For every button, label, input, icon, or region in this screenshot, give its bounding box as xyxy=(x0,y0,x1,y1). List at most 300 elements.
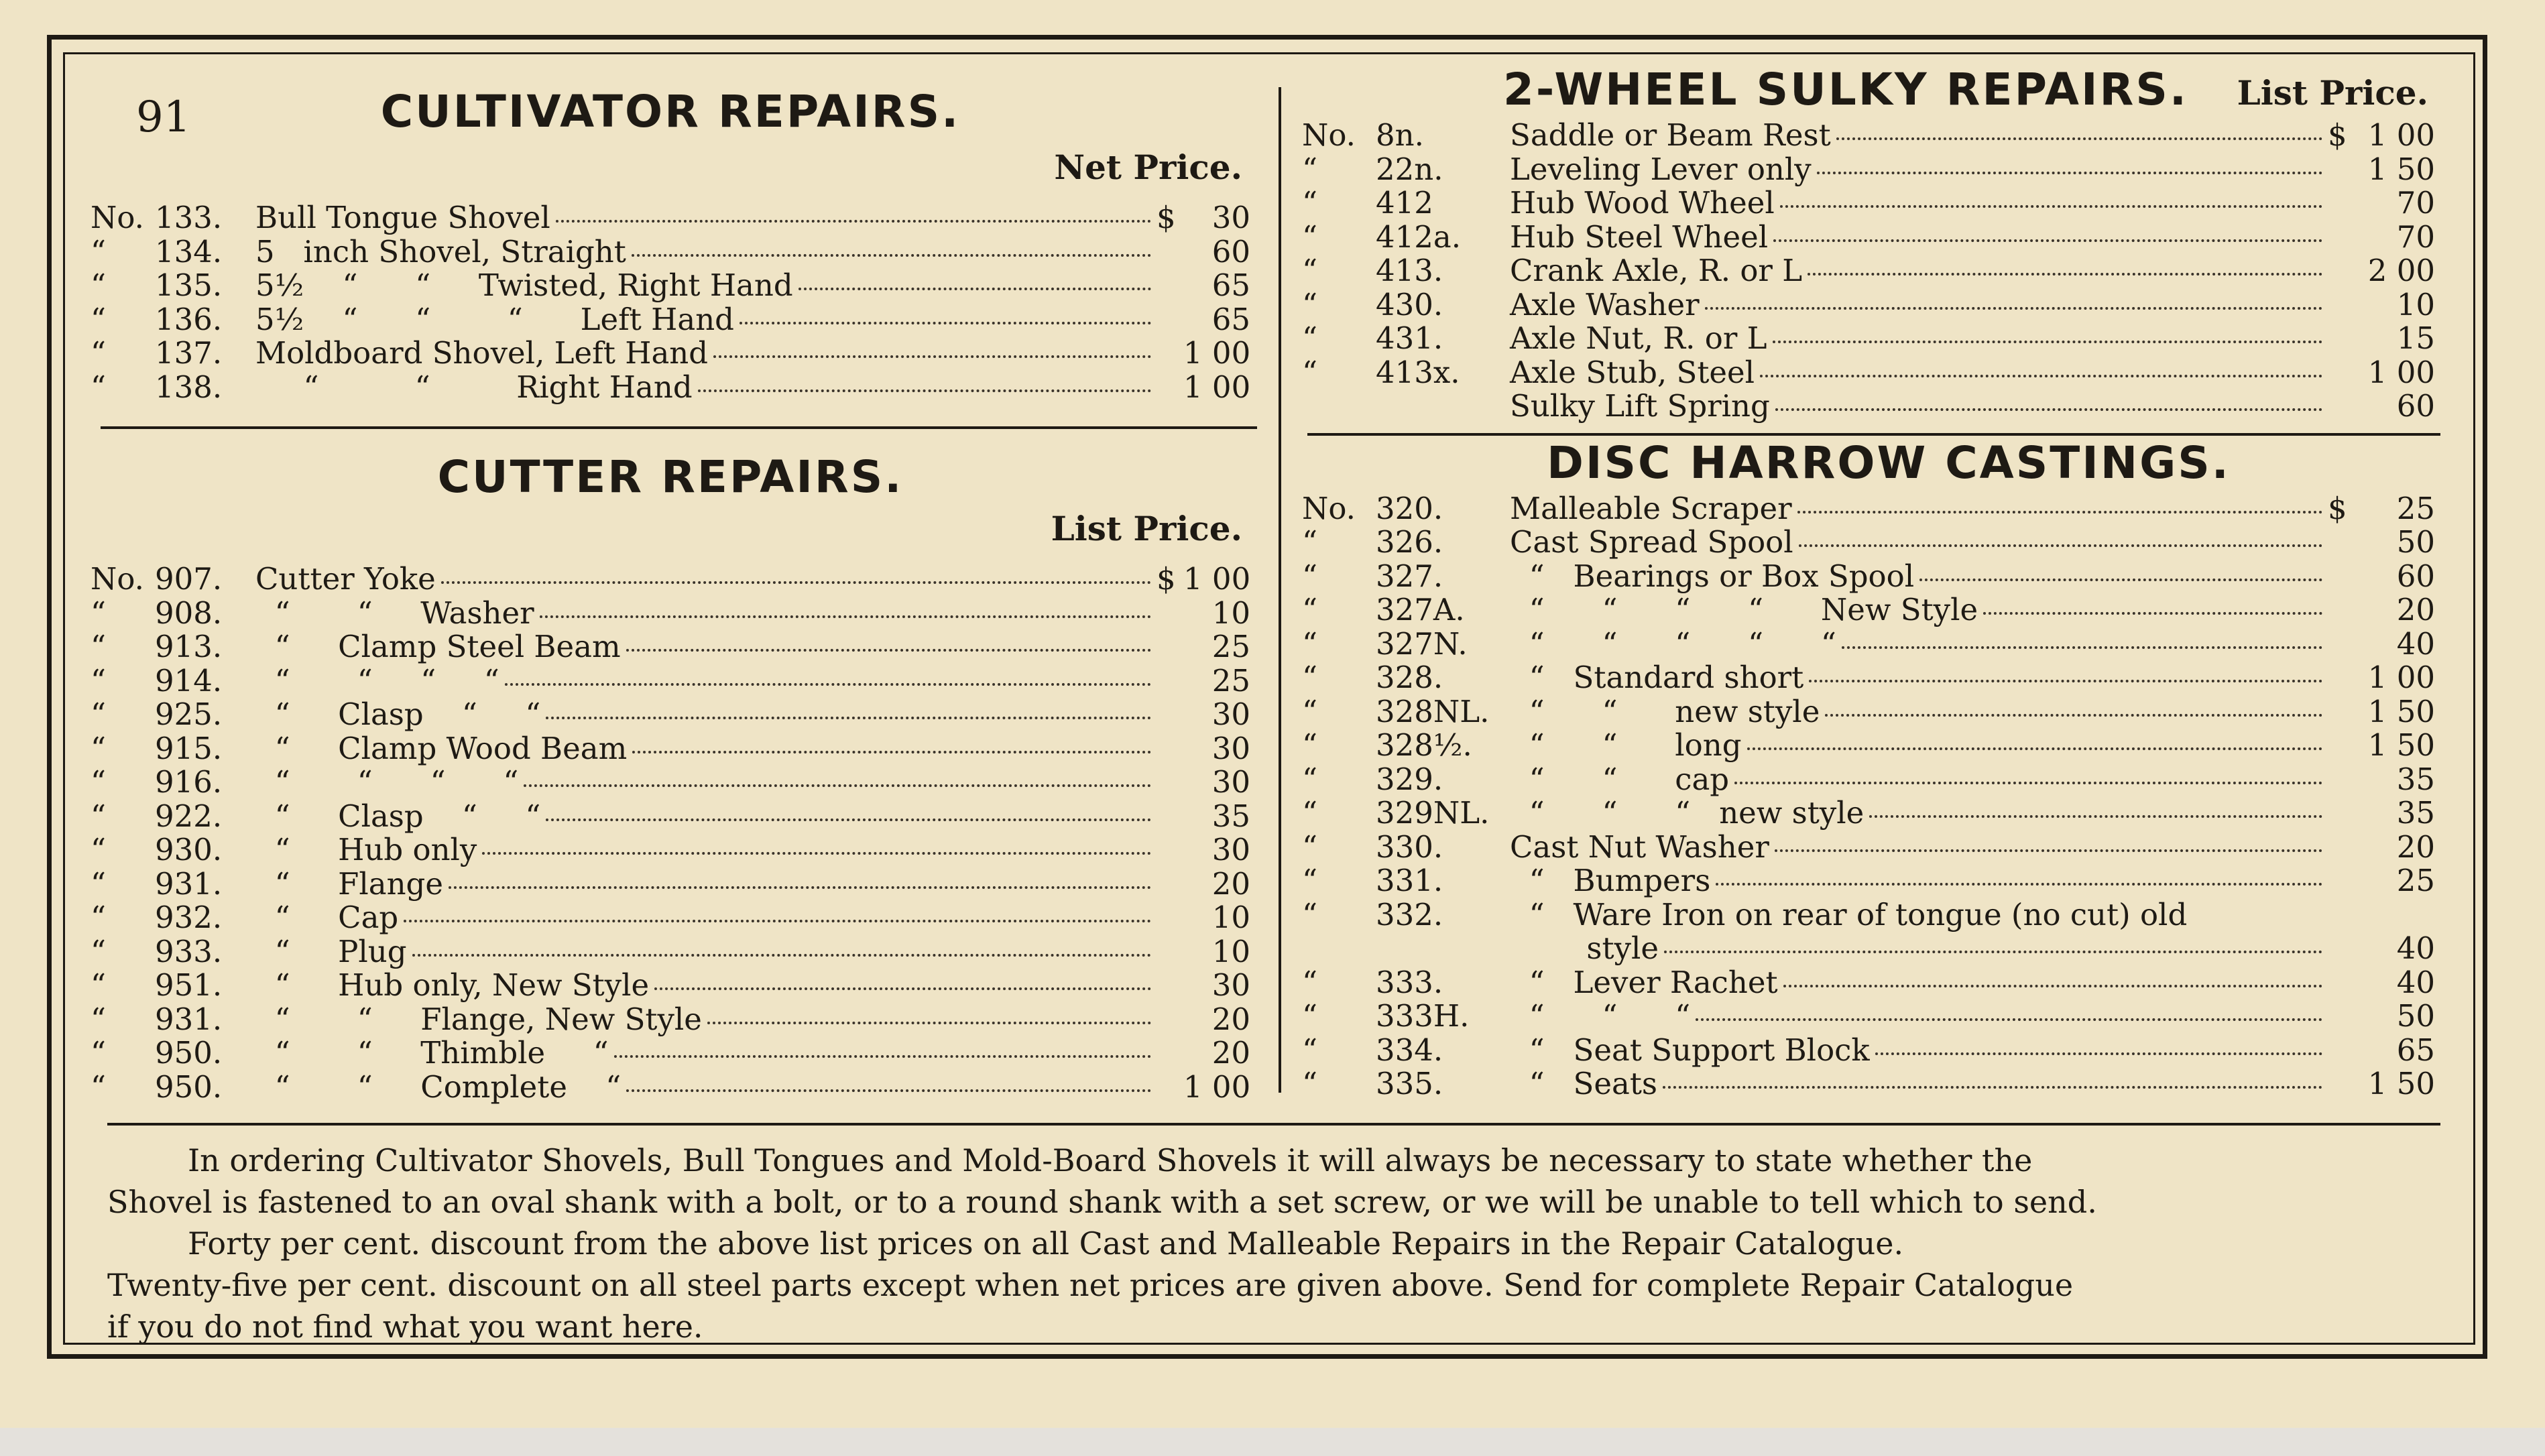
sulky-item-price: 1 00 xyxy=(2367,354,2435,390)
disc-currency: $ xyxy=(2328,490,2347,526)
sulky-item-number: 413. xyxy=(1376,253,1443,288)
sulky-item-prefix: “ xyxy=(1302,185,1318,221)
disc-item-number: 327A. xyxy=(1376,592,1465,627)
cutter-item-description: “ Clamp Wood Beam xyxy=(255,730,628,766)
cutter-price-label: List Price. xyxy=(1051,509,1242,548)
cutter-row xyxy=(91,934,1250,968)
cultivator-item-number: 136. xyxy=(155,301,223,337)
sulky-leader-dots xyxy=(1773,341,2322,343)
cutter-item-number: 930. xyxy=(155,832,223,867)
cutter-row xyxy=(91,900,1250,934)
sulky-row xyxy=(1302,219,2435,253)
cultivator-item-prefix: “ xyxy=(91,369,107,405)
disc-item-description: Cast Spread Spool xyxy=(1510,524,1793,560)
sulky-item-price: 1 50 xyxy=(2367,151,2435,187)
cultivator-item-prefix: “ xyxy=(91,267,107,303)
cutter-item-prefix: “ xyxy=(91,933,107,969)
cutter-item-description: “ Cap xyxy=(255,900,399,935)
disc-leader-dots xyxy=(1825,714,2322,717)
cutter-item-description: “ Plug xyxy=(255,933,407,969)
cutter-item-price: 20 xyxy=(1211,865,1250,902)
cutter-item-price: 30 xyxy=(1211,730,1250,766)
disc-item-description: “ “ new style xyxy=(1510,693,1820,729)
cutter-item-description: “ Clasp “ “ xyxy=(255,798,541,834)
sulky-leader-dots xyxy=(1760,375,2322,377)
cultivator-item-description: “ “ Right Hand xyxy=(255,369,693,405)
cutter-item-prefix: “ xyxy=(91,900,107,935)
cultivator-row xyxy=(91,369,1250,404)
note-line-1: In ordering Cultivator Shovels, Bull Tongues and Mold-Board Shovels it will always be necessary to state whether the xyxy=(188,1142,2033,1178)
cultivator-row xyxy=(91,302,1250,336)
disc-item-number: 329NL. xyxy=(1376,795,1490,831)
page-edge xyxy=(0,1428,2545,1456)
cutter-row xyxy=(91,967,1250,1002)
disc-item-price: 25 xyxy=(2396,490,2435,526)
cutter-item-number: 950. xyxy=(155,1035,223,1071)
disc-item-prefix: “ xyxy=(1302,558,1318,594)
disc-item-prefix: “ xyxy=(1302,761,1318,797)
disc-item-prefix: “ xyxy=(1302,795,1318,831)
disc-row xyxy=(1302,897,2435,931)
disc-item-prefix: “ xyxy=(1302,1032,1318,1068)
cutter-item-price: 10 xyxy=(1211,595,1250,631)
cutter-item-price: 30 xyxy=(1211,832,1250,867)
cutter-row xyxy=(91,866,1250,900)
disc-leader-dots xyxy=(1797,511,2322,513)
sulky-item-description: Crank Axle, R. or L xyxy=(1510,253,1803,288)
cutter-title: CUTTER REPAIRS. xyxy=(437,451,904,503)
sulky-item-number: 413x. xyxy=(1376,354,1460,390)
disc-item-description: style xyxy=(1510,930,1659,966)
sulky-item-number: 430. xyxy=(1376,286,1443,322)
cutter-item-number: 931. xyxy=(155,865,223,902)
cutter-item-description: “ Flange xyxy=(255,865,443,902)
cultivator-item-description: Bull Tongue Shovel xyxy=(255,200,550,235)
cutter-item-prefix: No. xyxy=(91,561,144,597)
cultivator-item-description: Moldboard Shovel, Left Hand xyxy=(255,335,709,371)
cutter-item-description: “ Hub only, New Style xyxy=(255,967,650,1003)
disc-item-number: 320. xyxy=(1376,490,1443,526)
disc-item-price: 20 xyxy=(2396,829,2435,865)
sulky-item-price: 70 xyxy=(2396,185,2435,221)
disc-leader-dots xyxy=(1734,782,2322,784)
sulky-currency: $ xyxy=(2328,117,2347,153)
disc-item-number: 331. xyxy=(1376,863,1443,898)
disc-item-number: 329. xyxy=(1376,761,1443,797)
cutter-row xyxy=(91,663,1250,697)
disc-leader-dots xyxy=(1919,579,2322,581)
cutter-item-price: 20 xyxy=(1211,1035,1250,1071)
disc-item-number: 330. xyxy=(1376,829,1443,865)
disc-leader-dots xyxy=(1875,1052,2322,1055)
cutter-item-price: 1 00 xyxy=(1183,561,1251,597)
cutter-item-description: “ Clasp “ “ xyxy=(255,696,541,732)
disc-item-price: 40 xyxy=(2396,625,2435,662)
disc-item-description: Malleable Scraper xyxy=(1510,490,1792,526)
cultivator-leader-dots xyxy=(798,288,1151,290)
cutter-leader-dots xyxy=(505,683,1151,686)
sulky-item-price: 2 00 xyxy=(2367,253,2435,288)
cutter-row xyxy=(91,764,1250,798)
cutter-leader-dots xyxy=(449,886,1151,889)
disc-item-prefix: “ xyxy=(1302,829,1318,865)
cultivator-item-price: 1 00 xyxy=(1183,369,1251,405)
disc-item-prefix: “ xyxy=(1302,660,1318,695)
note-line-2: Shovel is fastened to an oval shank with a bolt, or to a round shank with a set screw, or we will be unable to tell which to send. xyxy=(107,1184,2097,1220)
cutter-item-prefix: “ xyxy=(91,1001,107,1037)
sulky-item-prefix: “ xyxy=(1302,354,1318,390)
disc-item-number: 334. xyxy=(1376,1032,1443,1068)
disc-row xyxy=(1302,863,2435,897)
cutter-item-description: “ “ Complete “ xyxy=(255,1069,622,1105)
cultivator-item-description: 5½ “ “ Twisted, Right Hand xyxy=(255,267,793,303)
notes-rule xyxy=(107,1123,2440,1126)
sulky-row xyxy=(1302,355,2435,389)
cutter-item-prefix: “ xyxy=(91,662,107,699)
cultivator-price-label: Net Price. xyxy=(1054,147,1242,187)
cutter-item-prefix: “ xyxy=(91,832,107,867)
disc-item-description: “ Seat Support Block xyxy=(1510,1032,1870,1068)
sulky-item-price: 15 xyxy=(2396,320,2435,356)
cutter-item-price: 25 xyxy=(1211,629,1250,664)
cutter-item-number: 925. xyxy=(155,696,223,732)
disc-item-number: 326. xyxy=(1376,524,1443,560)
cutter-item-number: 907. xyxy=(155,561,223,597)
disc-row xyxy=(1302,592,2435,626)
sulky-item-number: 412 xyxy=(1376,185,1433,221)
cutter-item-prefix: “ xyxy=(91,798,107,834)
cutter-row xyxy=(91,798,1250,833)
column-divider xyxy=(1279,87,1281,1093)
cultivator-item-price: 30 xyxy=(1211,200,1250,235)
disc-item-prefix: “ xyxy=(1302,592,1318,627)
cutter-item-prefix: “ xyxy=(91,967,107,1003)
disc-item-number: 328. xyxy=(1376,660,1443,695)
disc-title: DISC HARROW CASTINGS. xyxy=(1547,436,2231,489)
disc-item-number: 333. xyxy=(1376,964,1443,1000)
cutter-item-number: 951. xyxy=(155,967,223,1003)
disc-item-prefix: “ xyxy=(1302,896,1318,932)
cutter-row xyxy=(91,832,1250,866)
sulky-item-prefix: “ xyxy=(1302,219,1318,255)
disc-leader-dots xyxy=(1747,747,2322,750)
sulky-item-number: 22n. xyxy=(1376,151,1443,187)
cutter-item-description: “ “ Thimble “ xyxy=(255,1035,609,1071)
cultivator-item-number: 134. xyxy=(155,233,223,269)
right-column xyxy=(1302,64,2435,1100)
sulky-item-description: Axle Stub, Steel xyxy=(1510,354,1755,390)
sulky-item-price: 10 xyxy=(2396,286,2435,322)
sulky-item-description: Sulky Lift Spring xyxy=(1510,388,1770,424)
disc-leader-dots xyxy=(1809,680,2322,682)
cultivator-leader-dots xyxy=(739,322,1151,324)
disc-item-number: 333H. xyxy=(1376,998,1470,1034)
sulky-leader-dots xyxy=(1780,205,2322,208)
cultivator-item-price: 60 xyxy=(1211,233,1250,269)
sulky-item-description: Hub Wood Wheel xyxy=(1510,185,1775,221)
cutter-item-description: “ Hub only xyxy=(255,832,477,867)
cultivator-currency: $ xyxy=(1157,200,1176,235)
page-number: 91 xyxy=(136,93,191,142)
cultivator-row xyxy=(91,267,1250,302)
sulky-item-prefix: “ xyxy=(1302,286,1318,322)
cutter-row xyxy=(91,1002,1250,1036)
sulky-item-prefix: “ xyxy=(1302,253,1318,288)
disc-row xyxy=(1302,694,2435,728)
cutter-item-number: 914. xyxy=(155,662,223,699)
cutter-item-prefix: “ xyxy=(91,730,107,766)
disc-item-description: Cast Nut Washer xyxy=(1510,829,1769,865)
disc-row xyxy=(1302,626,2435,660)
disc-item-prefix: “ xyxy=(1302,1066,1318,1101)
disc-item-price: 50 xyxy=(2396,998,2435,1034)
disc-list xyxy=(1302,491,2435,1100)
cutter-item-description: “ “ “ “ xyxy=(255,662,499,699)
cutter-item-prefix: “ xyxy=(91,629,107,664)
cutter-item-number: 932. xyxy=(155,900,223,935)
disc-item-price: 65 xyxy=(2396,1032,2435,1068)
cutter-item-price: 30 xyxy=(1211,967,1250,1003)
cutter-leader-dots xyxy=(540,615,1151,618)
disc-item-prefix: No. xyxy=(1302,490,1356,526)
sulky-item-description: Leveling Lever only xyxy=(1510,151,1812,187)
cutter-item-description: Cutter Yoke xyxy=(255,561,436,597)
disc-item-price: 20 xyxy=(2396,592,2435,627)
cutter-currency: $ xyxy=(1157,561,1176,597)
disc-item-prefix: “ xyxy=(1302,693,1318,729)
cutter-row xyxy=(91,595,1250,629)
sulky-row xyxy=(1302,117,2435,151)
disc-leader-dots xyxy=(1716,883,2322,886)
sulky-item-number: 431. xyxy=(1376,320,1443,356)
sulky-leader-dots xyxy=(1705,307,2322,310)
disc-item-price: 35 xyxy=(2396,795,2435,831)
cutter-item-number: 916. xyxy=(155,764,223,800)
sulky-leader-dots xyxy=(1817,172,2322,174)
disc-leader-dots xyxy=(1983,612,2322,615)
disc-row xyxy=(1302,558,2435,593)
cultivator-row xyxy=(91,200,1250,234)
cutter-item-price: 30 xyxy=(1211,764,1250,800)
sulky-item-description: Hub Steel Wheel xyxy=(1510,219,1769,255)
disc-leader-dots xyxy=(1663,1086,2322,1089)
disc-item-price: 1 50 xyxy=(2367,1066,2435,1101)
disc-item-price: 35 xyxy=(2396,761,2435,797)
cultivator-row xyxy=(91,234,1250,268)
disc-item-description: “ “ cap xyxy=(1510,761,1730,797)
left-column xyxy=(91,74,1250,1103)
cultivator-item-price: 65 xyxy=(1211,267,1250,303)
disc-row xyxy=(1302,998,2435,1032)
cutter-leader-dots xyxy=(654,987,1151,990)
disc-item-prefix: “ xyxy=(1302,998,1318,1034)
disc-leader-dots xyxy=(1664,951,2322,953)
cutter-list xyxy=(91,561,1250,1103)
cutter-item-prefix: “ xyxy=(91,1035,107,1071)
disc-item-price: 40 xyxy=(2396,930,2435,966)
cutter-row xyxy=(91,731,1250,765)
sulky-item-price: 70 xyxy=(2396,219,2435,255)
cutter-item-price: 10 xyxy=(1211,900,1250,935)
cultivator-item-prefix: “ xyxy=(91,301,107,337)
disc-item-prefix: “ xyxy=(1302,625,1318,662)
cutter-item-description: “ “ Washer xyxy=(255,595,534,631)
disc-item-description: “ “ “ new style xyxy=(1510,795,1865,831)
disc-row xyxy=(1302,660,2435,694)
cutter-leader-dots xyxy=(546,717,1151,719)
disc-item-price: 1 50 xyxy=(2367,727,2435,763)
disc-item-description: “ “ “ xyxy=(1510,998,1691,1034)
cutter-item-prefix: “ xyxy=(91,696,107,732)
cutter-leader-dots xyxy=(404,920,1151,922)
sulky-row xyxy=(1302,287,2435,321)
disc-item-prefix: “ xyxy=(1302,863,1318,898)
disc-item-price: 25 xyxy=(2396,863,2435,898)
cutter-leader-dots xyxy=(482,852,1151,855)
cutter-leader-dots xyxy=(441,581,1151,584)
cultivator-item-price: 65 xyxy=(1211,301,1250,337)
disc-row xyxy=(1302,1032,2435,1067)
disc-item-price: 40 xyxy=(2396,964,2435,1000)
disc-item-number: 335. xyxy=(1376,1066,1443,1101)
note-line-3: Forty per cent. discount from the above list prices on all Cast and Malleable Repairs in the Repair Catalogue. xyxy=(188,1225,1904,1262)
cultivator-item-number: 133. xyxy=(155,200,223,235)
disc-leader-dots xyxy=(1869,815,2322,818)
disc-row xyxy=(1302,829,2435,863)
cultivator-item-price: 1 00 xyxy=(1183,335,1251,371)
cutter-item-description: “ “ “ “ xyxy=(255,764,519,800)
disc-item-number: 332. xyxy=(1376,896,1443,932)
disc-row xyxy=(1302,491,2435,525)
cutter-item-number: 933. xyxy=(155,933,223,969)
disc-item-number: 327N. xyxy=(1376,625,1468,662)
cultivator-item-prefix: “ xyxy=(91,335,107,371)
sulky-title: 2-WHEEL SULKY REPAIRS. xyxy=(1503,64,2188,115)
disc-item-description: “ Ware Iron on rear of tongue (no cut) old xyxy=(1510,896,2188,932)
cutter-item-number: 931. xyxy=(155,1001,223,1037)
cutter-row xyxy=(91,1069,1250,1103)
cutter-item-description: “ Clamp Steel Beam xyxy=(255,629,621,664)
cutter-leader-dots xyxy=(632,751,1151,753)
sulky-leader-dots xyxy=(1775,408,2322,411)
disc-item-description: “ “ long xyxy=(1510,727,1742,763)
disc-item-description: “ “ “ “ “ xyxy=(1510,625,1836,662)
cultivator-item-description: 5½ “ “ “ Left Hand xyxy=(255,301,734,337)
cultivator-row xyxy=(91,335,1250,369)
cultivator-leader-dots xyxy=(713,355,1151,358)
cutter-leader-dots xyxy=(412,954,1151,957)
disc-leader-dots xyxy=(1775,849,2322,852)
cutter-leader-dots xyxy=(614,1055,1151,1058)
cultivator-item-prefix: No. xyxy=(91,200,144,235)
cutter-item-prefix: “ xyxy=(91,764,107,800)
ordering-notes xyxy=(107,1140,2454,1347)
disc-item-number: 328½. xyxy=(1376,727,1472,763)
sulky-item-number: 8n. xyxy=(1376,117,1424,153)
cutter-row xyxy=(91,561,1250,595)
cutter-item-description: “ “ Flange, New Style xyxy=(255,1001,702,1037)
sulky-row xyxy=(1302,388,2435,422)
sulky-item-prefix: “ xyxy=(1302,151,1318,187)
disc-item-description: “ Standard short xyxy=(1510,660,1804,695)
cutter-item-price: 30 xyxy=(1211,696,1250,732)
disc-row xyxy=(1302,524,2435,558)
cutter-leader-dots xyxy=(626,1089,1151,1092)
cutter-item-price: 35 xyxy=(1211,798,1250,834)
cutter-item-prefix: “ xyxy=(91,865,107,902)
disc-leader-dots xyxy=(1696,1018,2322,1021)
sulky-row xyxy=(1302,151,2435,186)
disc-row xyxy=(1302,965,2435,999)
sulky-item-prefix: “ xyxy=(1302,320,1318,356)
cultivator-leader-dots xyxy=(698,389,1151,392)
disc-item-prefix: “ xyxy=(1302,964,1318,1000)
disc-row xyxy=(1302,1066,2435,1100)
disc-item-price: 1 50 xyxy=(2367,693,2435,729)
cutter-item-prefix: “ xyxy=(91,595,107,631)
sulky-leader-dots xyxy=(1808,273,2322,276)
sulky-leader-dots xyxy=(1773,239,2322,242)
disc-row xyxy=(1302,930,2435,965)
disc-leader-dots xyxy=(1799,544,2322,547)
cultivator-leader-dots xyxy=(556,220,1151,223)
cultivator-item-number: 135. xyxy=(155,267,223,303)
cultivator-header xyxy=(91,74,1250,147)
cutter-item-price: 25 xyxy=(1211,662,1250,699)
cutter-item-number: 908. xyxy=(155,595,223,631)
sulky-item-description: Saddle or Beam Rest xyxy=(1510,117,1831,153)
cutter-leader-dots xyxy=(626,649,1151,652)
cutter-item-number: 915. xyxy=(155,730,223,766)
disc-item-number: 327. xyxy=(1376,558,1443,594)
cultivator-list xyxy=(91,200,1250,403)
disc-row xyxy=(1302,762,2435,796)
sulky-row xyxy=(1302,185,2435,219)
cultivator-item-description: 5 inch Shovel, Straight xyxy=(255,233,626,269)
cutter-item-number: 922. xyxy=(155,798,223,834)
cutter-row xyxy=(91,696,1250,731)
cutter-item-price: 10 xyxy=(1211,933,1250,969)
sulky-item-prefix: No. xyxy=(1302,117,1356,153)
sulky-item-description: Axle Washer xyxy=(1510,286,1700,322)
disc-leader-dots xyxy=(1842,646,2322,649)
cutter-leader-dots xyxy=(707,1022,1151,1024)
sulky-price-label: List Price. xyxy=(2237,73,2428,113)
cutter-leader-dots xyxy=(546,818,1151,821)
sulky-item-price: 60 xyxy=(2396,388,2435,424)
disc-item-description: “ Seats xyxy=(1510,1066,1657,1101)
sulky-header xyxy=(1302,64,2435,117)
note-line-5: if you do not find what you want here. xyxy=(107,1309,703,1345)
cultivator-item-prefix: “ xyxy=(91,233,107,269)
cutter-row xyxy=(91,629,1250,663)
disc-item-price: 50 xyxy=(2396,524,2435,560)
disc-item-description: “ “ “ “ New Style xyxy=(1510,592,1978,627)
cutter-item-prefix: “ xyxy=(91,1069,107,1105)
cutter-item-price: 20 xyxy=(1211,1001,1250,1037)
disc-item-description: “ Lever Rachet xyxy=(1510,964,1778,1000)
disc-row xyxy=(1302,727,2435,762)
disc-row xyxy=(1302,795,2435,829)
sulky-row xyxy=(1302,320,2435,355)
note-line-4: Twenty-five per cent. discount on all steel parts except when net prices are given above. Send for complete Repair Catalogue xyxy=(107,1267,2074,1303)
cultivator-item-number: 138. xyxy=(155,369,223,405)
sulky-item-price: 1 00 xyxy=(2367,117,2435,153)
cutter-item-number: 950. xyxy=(155,1069,223,1105)
cultivator-item-number: 137. xyxy=(155,335,223,371)
disc-item-description: “ Bearings or Box Spool xyxy=(1510,558,1915,594)
disc-item-prefix: “ xyxy=(1302,727,1318,763)
